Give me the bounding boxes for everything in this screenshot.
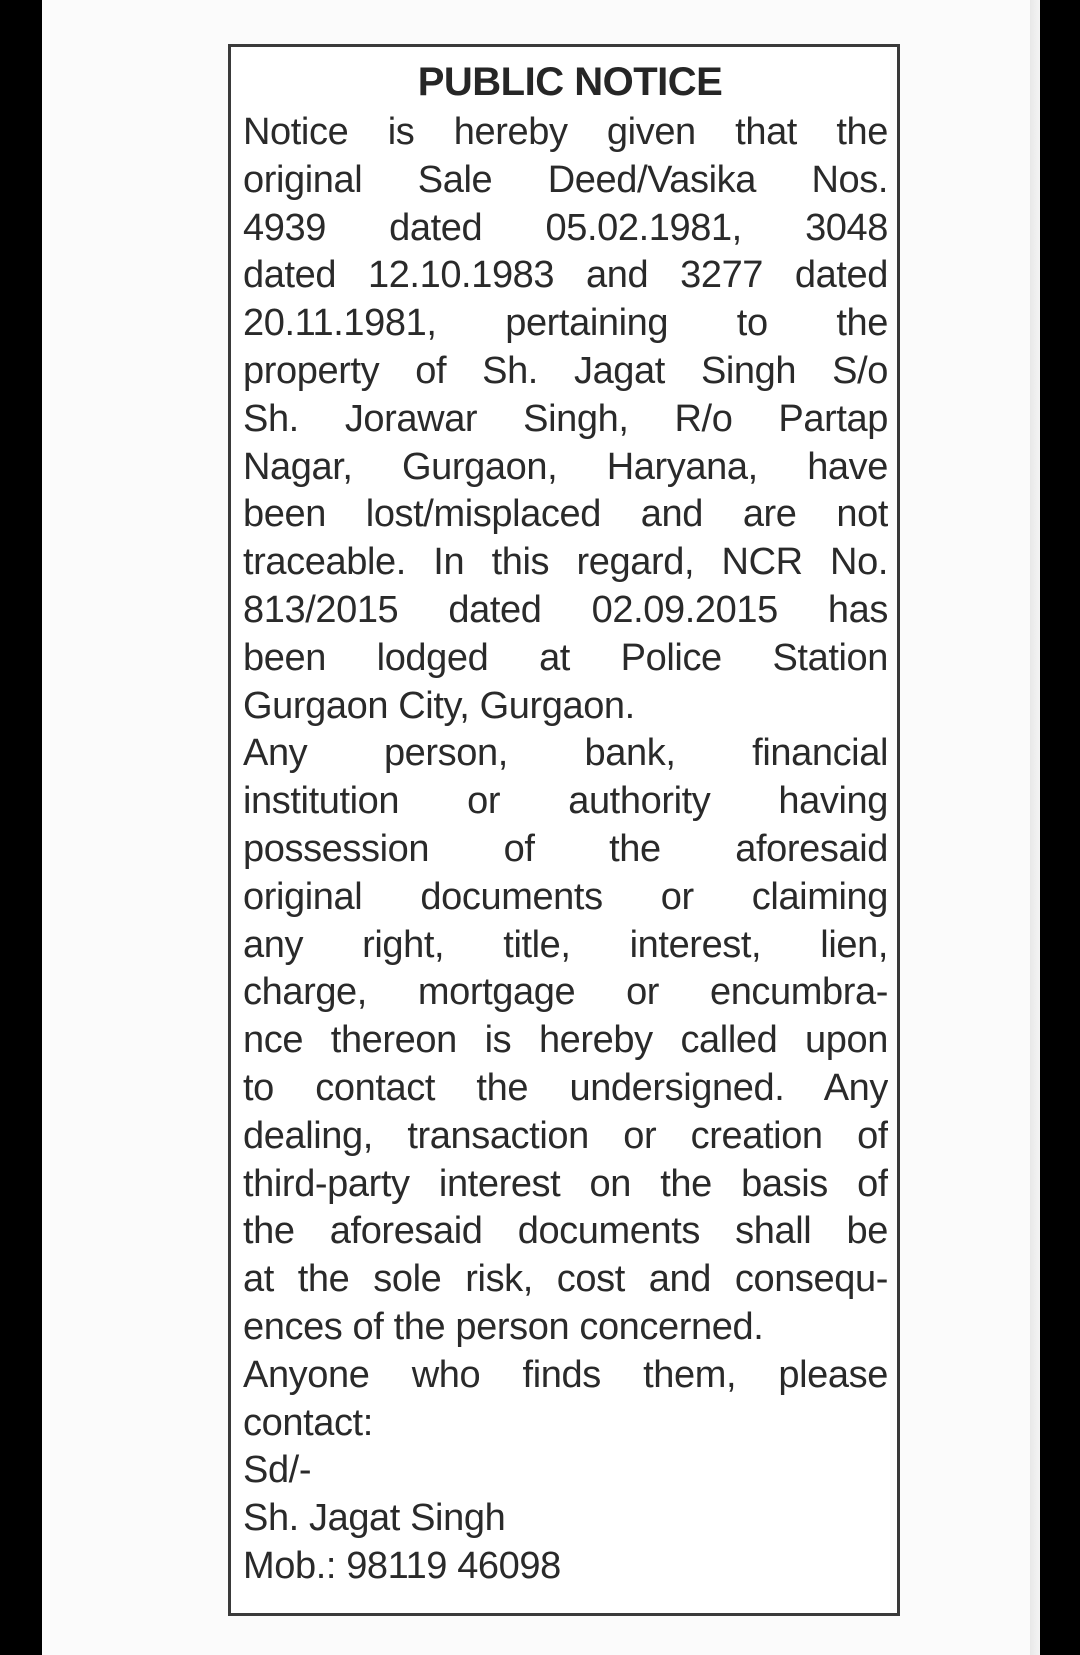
notice-line: nce thereon is hereby called upon — [243, 1019, 888, 1062]
notice-line: charge, mortgage or encumbra- — [243, 971, 888, 1014]
mobile-number: Mob.: 98119 46098 — [243, 1544, 561, 1587]
notice-line: 20.11.1981, pertaining to the — [243, 302, 888, 345]
notice-line: property of Sh. Jagat Singh S/o — [243, 349, 888, 392]
notice-line: original documents or claiming — [243, 875, 888, 918]
notice-line: Anyone who finds them, please — [243, 1353, 888, 1396]
notice-body — [243, 109, 897, 1591]
notice-line: third-party interest on the basis of — [243, 1162, 888, 1205]
notice-line: been lost/misplaced and are not — [243, 493, 888, 536]
notice-line: 813/2015 dated 02.09.2015 has — [243, 588, 888, 631]
notice-title: PUBLIC NOTICE — [417, 60, 723, 104]
notice-line: 4939 dated 05.02.1981, 3048 — [243, 206, 888, 249]
signature-mark: Sd/- — [243, 1449, 312, 1492]
notice-line: traceable. In this regard, NCR No. — [243, 541, 888, 584]
notice-line: possession of the aforesaid — [243, 827, 888, 870]
notice-line: the aforesaid documents shall be — [243, 1210, 888, 1253]
notice-line: institution or authority having — [243, 780, 888, 823]
notice-line: Nagar, Gurgaon, Haryana, have — [243, 445, 888, 488]
notice-line: been lodged at Police Station — [243, 636, 888, 679]
notice-line: Notice is hereby given that the — [243, 111, 888, 153]
notice-line: Sh. Jorawar Singh, R/o Partap — [243, 397, 888, 440]
notice-line: Gurgaon City, Gurgaon. — [243, 684, 635, 727]
notice-line: ences of the person concerned. — [243, 1305, 764, 1348]
notice-line: original Sale Deed/Vasika Nos. — [243, 158, 888, 201]
notice-line: dealing, transaction or creation of — [243, 1114, 888, 1157]
public-notice-box — [228, 44, 900, 1616]
notice-line: Any person, bank, financial — [243, 732, 888, 775]
notice-line: dated 12.10.1983 and 3277 dated — [243, 254, 888, 297]
notice-line: at the sole risk, cost and consequ- — [243, 1258, 888, 1301]
notice-line: to contact the undersigned. Any — [243, 1066, 888, 1109]
page-edge — [1030, 0, 1040, 1655]
notice-line: contact: — [243, 1401, 373, 1444]
signatory-name: Sh. Jagat Singh — [243, 1497, 506, 1540]
notice-line: any right, title, interest, lien, — [243, 923, 888, 966]
